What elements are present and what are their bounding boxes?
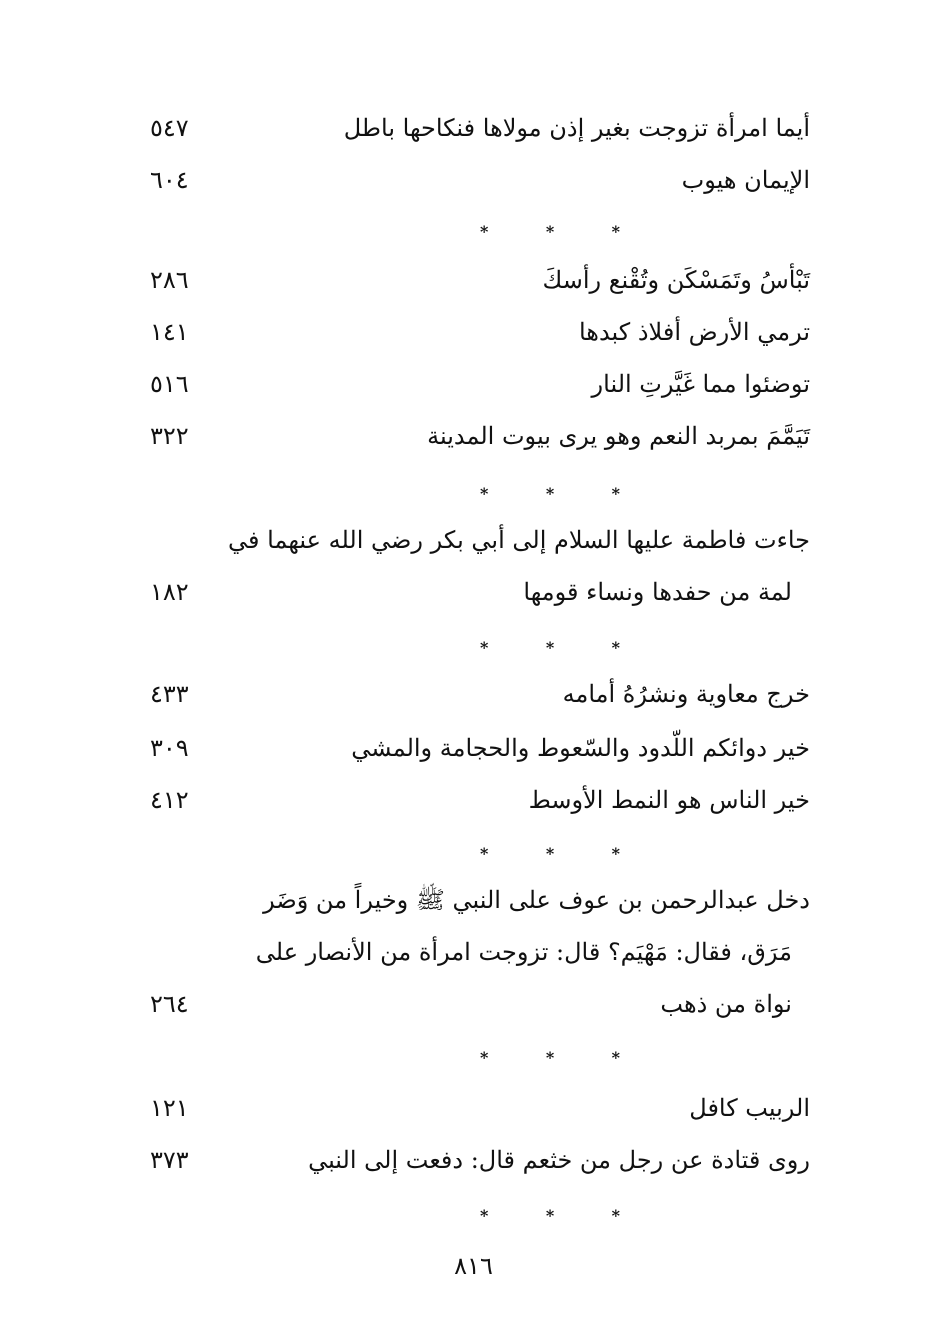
index-entry-line xyxy=(120,518,810,562)
index-entry xyxy=(120,570,810,614)
section-separator xyxy=(480,484,620,503)
entry-text: تَيَمَّمَ بمربد النعم وهو يرى بيوت المدينة xyxy=(427,422,810,450)
separator-star: * xyxy=(611,222,620,241)
index-entry xyxy=(120,982,810,1026)
entry-text-continuation: لمة من حفدها ونساء قومها xyxy=(523,578,792,606)
section-separator xyxy=(480,844,620,863)
index-entry xyxy=(120,778,810,822)
entry-page-number: ٣٢٢ xyxy=(150,422,189,450)
entry-page-number: ٤٣٣ xyxy=(150,680,189,708)
entry-text: الربيب كافل xyxy=(689,1094,810,1122)
entry-text: خير دوائكم اللّدود والسّعوط والحجامة والمشي xyxy=(351,734,810,762)
index-entry xyxy=(120,414,810,458)
section-separator xyxy=(480,1206,620,1225)
separator-star: * xyxy=(545,1048,555,1067)
separator-star: * xyxy=(545,844,555,863)
index-entry xyxy=(120,672,810,716)
entry-text: توضئوا مما غَيَّرتِ النار xyxy=(591,370,810,398)
entry-text: أيما امرأة تزوجت بغير إذن مولاها فنكاحها باطل xyxy=(343,114,810,142)
separator-star: * xyxy=(480,222,489,241)
separator-star: * xyxy=(545,638,555,657)
entry-page-number: ٥١٦ xyxy=(150,370,189,398)
entry-page-number: ١٤١ xyxy=(150,318,189,346)
separator-star: * xyxy=(611,1206,620,1225)
page-number: ٨١٦ xyxy=(454,1252,493,1280)
separator-star: * xyxy=(611,1048,620,1067)
section-separator xyxy=(480,222,620,241)
entry-text: روى قتادة عن رجل من خثعم قال: دفعت إلى النبي xyxy=(308,1146,810,1174)
separator-star: * xyxy=(480,844,489,863)
separator-star: * xyxy=(480,484,489,503)
entry-text-continuation: نواة من ذهب xyxy=(660,990,792,1018)
entry-text: جاءت فاطمة عليها السلام إلى أبي بكر رضي الله عنهما في xyxy=(228,526,810,554)
index-entry-line xyxy=(120,878,810,922)
index-entry xyxy=(120,362,810,406)
entry-page-number: ٢٨٦ xyxy=(150,266,189,294)
entry-text: الإيمان هيوب xyxy=(681,166,810,194)
separator-star: * xyxy=(611,484,620,503)
index-entry xyxy=(120,1086,810,1130)
section-separator xyxy=(480,638,620,657)
entry-page-number: ٤١٢ xyxy=(150,786,189,814)
entry-page-number: ٢٦٤ xyxy=(150,990,189,1018)
separator-star: * xyxy=(611,638,620,657)
section-separator xyxy=(480,1048,620,1067)
separator-star: * xyxy=(545,222,555,241)
index-entry xyxy=(120,726,810,770)
separator-star: * xyxy=(480,1206,489,1225)
entry-text-continuation: مَرَق، فقال: مَهْيَم؟ قال: تزوجت امرأة من الأنصار على xyxy=(255,938,792,966)
entry-page-number: ٦٠٤ xyxy=(150,166,189,194)
entry-text: خير الناس هو النمط الأوسط xyxy=(528,786,810,814)
entry-text: خرج معاوية ونشرُهُ أمامه xyxy=(562,680,810,708)
index-entry xyxy=(120,310,810,354)
separator-star: * xyxy=(480,638,489,657)
index-entry-line xyxy=(120,930,810,974)
index-entry xyxy=(120,258,810,302)
index-entry xyxy=(120,106,810,150)
separator-star: * xyxy=(611,844,620,863)
entry-page-number: ٣٠٩ xyxy=(150,734,189,762)
entry-page-number: ١٨٢ xyxy=(150,578,189,606)
index-entry xyxy=(120,158,810,202)
separator-star: * xyxy=(480,1048,489,1067)
entry-text: دخل عبدالرحمن بن عوف على النبي ﷺ وخيراً من وَضَر xyxy=(263,886,810,914)
entry-page-number: ٥٤٧ xyxy=(150,114,189,142)
entry-page-number: ٣٧٣ xyxy=(150,1146,189,1174)
entry-text: تَبْأسُ وتَمَسْكَن وتُقْنع رأسكَ xyxy=(542,266,810,294)
index-entry xyxy=(120,1138,810,1182)
separator-star: * xyxy=(545,1206,555,1225)
entry-page-number: ١٢١ xyxy=(150,1094,189,1122)
separator-star: * xyxy=(545,484,555,503)
entry-text: ترمي الأرض أفلاذ كبدها xyxy=(578,318,810,346)
